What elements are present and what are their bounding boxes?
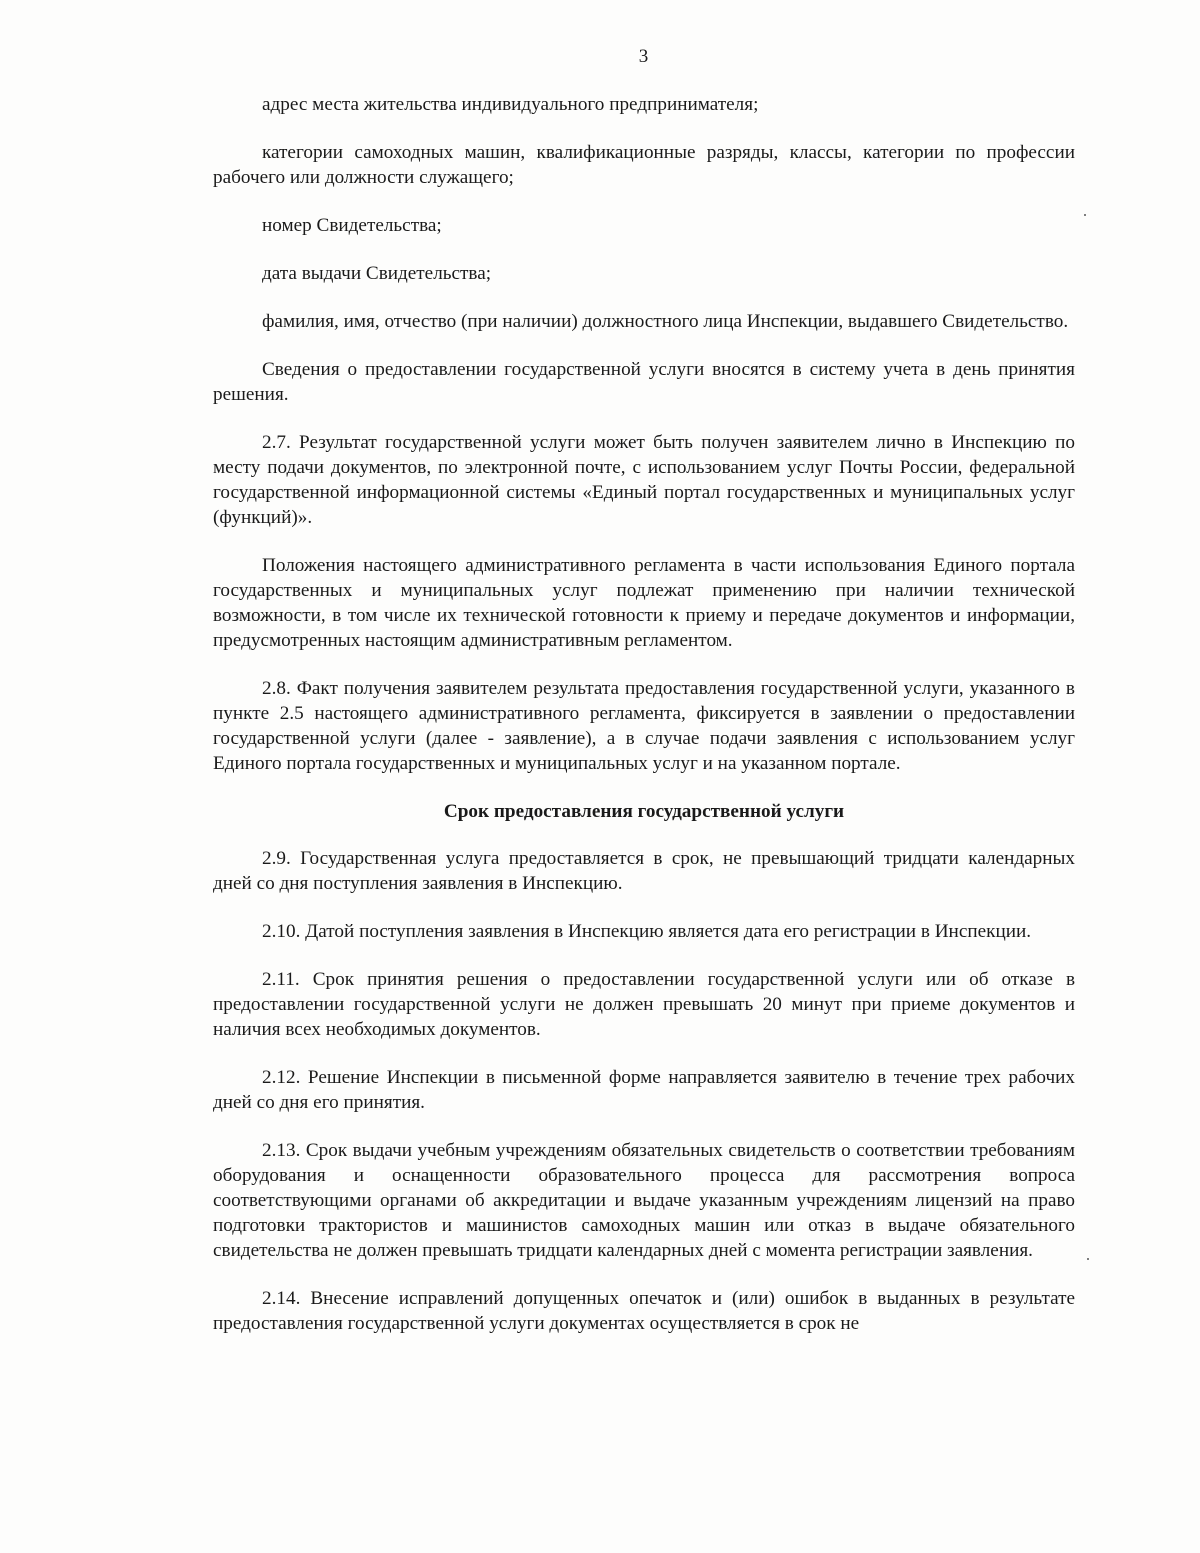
paragraph-2-14: 2.14. Внесение исправлений допущенных опечаток и (или) ошибок в выданных в результате предоставления государственной услуги документах осуществляется в срок не [213,1288,1075,1334]
paragraph-2-11: 2.11. Срок принятия решения о предоставлении государственной услуги или об отказе в предоставлении государственной услуги не должен превышать 20 минут при приеме документов и наличия всех необходимых документов. [213,969,1075,1040]
paragraph-categories: категории самоходных машин, квалификационные разряды, классы, категории по профессии рабочего или должности служащего; [213,142,1075,188]
paragraph-2-10: 2.10. Датой поступления заявления в Инспекцию является дата его регистрации в Инспекции. [262,921,1032,942]
scan-speck [1087,1258,1089,1260]
paragraph-address: адрес места жительства индивидуального предпринимателя; [262,94,759,115]
section-heading: Срок предоставления государственной услуги [443,801,845,822]
paragraph-certificate-date: дата выдачи Свидетельства; [262,263,492,284]
paragraph-official-name: фамилия, имя, отчество (при наличии) должностного лица Инспекции, выдавшего Свидетельство. [262,311,1069,332]
paragraph-2-13: 2.13. Срок выдачи учебным учреждениям обязательных свидетельств о соответствии требованиям оборудования и оснащенности образовательного процесса для рассмотрения вопроса соответствующими органами об аккредитации и выдаче указанным учреждениям лицензий на право подготовки трактористов и машинистов самоходных машин или отказ в выдаче обязательного свидетельства не должен превышать тридцати календарных дней с момента регистрации заявления. [213,1140,1075,1261]
paragraph-portal-provisions: Положения настоящего административного регламента в части использования Единого портала государственных и муниципальных услуг подлежат применению при наличии технической возможности, в том числе их технической готовности к приему и передаче документов и информации, предусмотренных настоящим административным регламентом. [213,555,1075,651]
paragraph-service-records: Сведения о предоставлении государственной услуги вносятся в систему учета в день принятия решения. [213,359,1075,405]
paragraph-certificate-number: номер Свидетельства; [262,215,442,236]
paragraph-2-8: 2.8. Факт получения заявителем результата предоставления государственной услуги, указанного в пункте 2.5 настоящего административного регламента, фиксируется в заявлении о предоставлении государственной услуги (далее - заявление), а в случае подачи заявления с использованием услуг Единого портала государственных и муниципальных услуг и на указанном портале. [213,678,1075,774]
scan-speck [1084,214,1086,216]
paragraph-2-12: 2.12. Решение Инспекции в письменной форме направляется заявителю в течение трех рабочих дней со дня его принятия. [213,1067,1075,1113]
paragraph-2-9: 2.9. Государственная услуга предоставляется в срок, не превышающий тридцати календарных дней со дня поступления заявления в Инспекцию. [213,848,1075,894]
paragraph-2-7: 2.7. Результат государственной услуги может быть получен заявителем лично в Инспекцию по месту подачи документов, по электронной почте, с использованием услуг Почты России, федеральной государственной информационной системы «Единый портал государственных и муниципальных услуг (функций)». [213,432,1075,528]
document-body [213,92,1075,1359]
page-number: 3 [638,46,649,67]
